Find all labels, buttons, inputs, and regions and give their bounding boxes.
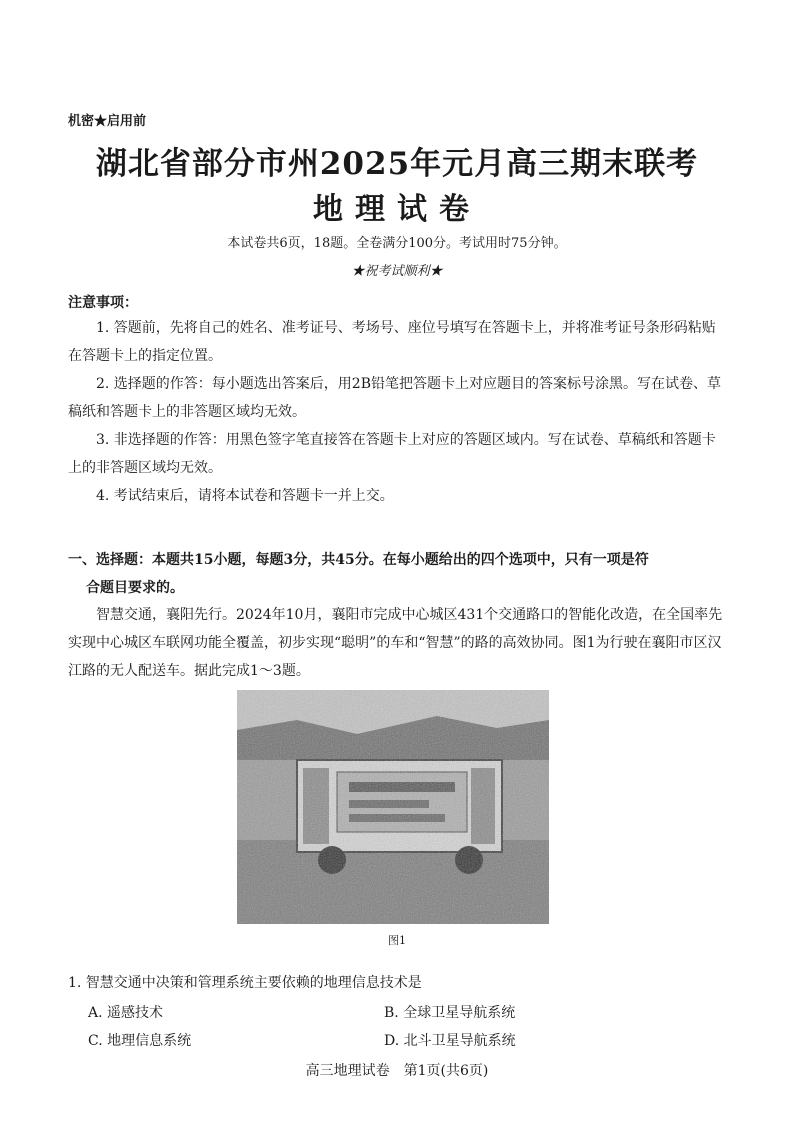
note-item-4: 4. 考试结束后，请将本试卷和答题卡一并上交。	[96, 488, 394, 504]
exam-subject-title: 地理试卷	[313, 192, 481, 227]
good-luck-line: ★祝考试顺利★	[351, 264, 443, 279]
figure-caption: 图1	[388, 934, 406, 947]
photo-grain	[237, 690, 549, 924]
question-1-stem: 1. 智慧交通中决策和管理系统主要依赖的地理信息技术是	[68, 975, 422, 991]
exam-info: 本试卷共6页，18题。全卷满分100分。考试用时75分钟。	[227, 236, 567, 251]
note-item-1: 1. 答题前，先将自己的姓名、准考证号、考场号、座位号填写在答题卡上，并将准考证号条形码粘贴在答题卡上的指定位置。	[68, 320, 716, 364]
exam-title: 湖北省部分市州2025年元月高三期末联考	[95, 146, 699, 182]
note-item-3: 3. 非选择题的作答：用黑色签字笔直接答在答题卡上对应的答题区域内。写在试卷、草稿纸和答题卡上的非答题区域均无效。	[68, 432, 716, 476]
section-heading	[68, 546, 728, 602]
note-item-2: 2. 选择题的作答：每小题选出答案后，用2B铅笔把答题卡上对应题目的答案标号涂黑。写在试卷、草稿纸和答题卡上的非答题区域均无效。	[68, 376, 722, 420]
section-heading-line-1: 一、选择题：本题共15小题，每题3分，共45分。在每小题给出的四个选项中，只有一项是符	[68, 552, 649, 568]
question-1-option-c: C. 地理信息系统	[88, 1033, 192, 1049]
section-heading-line-2: 合题目要求的。	[86, 580, 184, 596]
page-footer: 高三地理试卷 第1页(共6页)	[305, 1063, 489, 1079]
question-1-option-a: A. 遥感技术	[88, 1005, 164, 1021]
question-1-option-b: B. 全球卫星导航系统	[384, 1005, 516, 1021]
notes-title: 注意事项：	[68, 295, 138, 311]
confidential-label: 机密★启用前	[68, 114, 147, 129]
figure-delivery-vehicle-photo	[237, 690, 549, 924]
question-1-option-d: D. 北斗卫星导航系统	[384, 1033, 516, 1049]
reading-passage: 智慧交通，襄阳先行。2024年10月，襄阳市完成中心城区431个交通路口的智能化改造，在全国率先实现中心城区车联网功能全覆盖，初步实现“聪明”的车和“智慧”的路的高效协同。图1为行驶在襄阳市区汉江路的无人配送车。据此完成1～3题。	[68, 607, 723, 679]
